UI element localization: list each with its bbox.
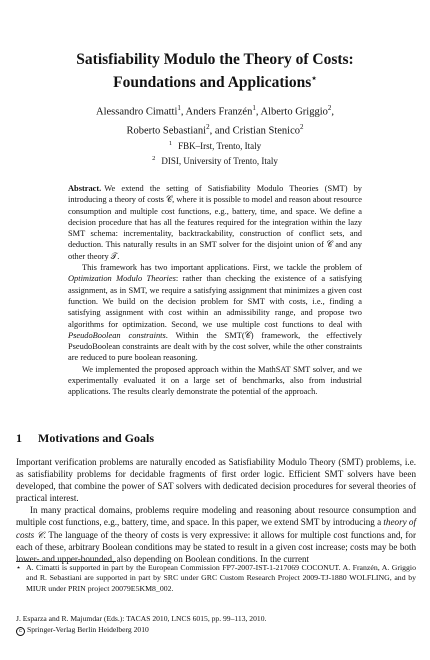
author-name: Cristian Stenico [232,125,301,136]
author-affil-num: 1 [177,104,181,112]
title-line-1: Satisfiability Modulo the Theory of Costs: [76,51,354,68]
footnote [16,563,416,594]
body-paragraph-1: Important verification problems are naturally encoded as Satisfiability Modulo Theory (SMT) problems, i.e. as satisfiability problems for decidable fragments of first order logic. Efficient SMT solvers have been developed, that combine the power of SAT solvers with dedicated decision procedures for several theories of practical interest. [16,457,416,504]
author-name: Roberto Sebastiani [126,125,207,136]
author-line-2 [12,120,418,139]
author-line-1 [12,101,418,120]
author-affil-num: 2 [327,104,332,112]
footnote-divider [16,561,116,562]
author-sep: , and [209,125,233,136]
affiliation-1 [12,138,418,153]
body-emphasis: theory of costs 𝒞 [16,517,416,540]
abstract-emphasis: PseudoBoolean constraints [68,330,166,340]
author-sep: , [180,106,186,118]
abstract-emphasis: Optimization Modulo Theories [68,274,176,284]
title-line-2 [12,69,418,92]
abstract-paragraph-3: We implemented the proposed approach within the MathSAT SMT solver, and we experimentally evaluated it on a large set of benchmarks, also from industrial applications. The results clearly demonstrate the potential of the approach. [68,364,362,397]
affiliation-text: DISI, University of Trento, Italy [161,155,278,166]
affiliation-num: 1 [168,140,173,147]
abstract-text: We extend the setting of Satisfiability Modulo Theories (SMT) by introducing a theory of costs 𝒞, where it is possible to model and reason about resource consumption and multiple cost functions, e.g., battery, time, and space. We define a decision procedure that has all the features required for the integration within the lazy SMT schema: incrementality, backtrackability, construction of conflict sets, and deduction. This naturally results in an SMT solver for the disjoint union of 𝒞 and any other theory 𝒯. [68,184,362,261]
author-list [12,101,418,138]
section-number: 1 [16,431,22,445]
body-text-run: . The language of the theory of costs is very expressive: it allows for multiple cost functions and, for each of these, arbitrary Boolean conditions may be stated to result in a given cost increase; costs may be both lower- and upper-bounded, also depending on Boolean conditions. In the current [16,529,417,564]
copyright-icon: c [16,627,25,636]
author-sep: , [331,106,334,118]
section-heading [16,431,154,446]
author-name: Alessandro Cimatti [96,106,178,118]
publication-info [16,614,416,636]
author-name: Alberto Griggio [260,106,328,118]
section-title-text: Motivations and Goals [38,431,155,445]
publisher-text: Springer-Verlag Berlin Heidelberg 2010 [27,624,149,634]
body-paragraph-2 [16,504,416,564]
body-text [16,456,416,565]
affiliation-num: 2 [152,154,156,162]
abstract-label: Abstract. [68,184,102,193]
publication-line-1: J. Esparza and R. Majumdar (Eds.): TACAS 2010, LNCS 6015, pp. 99–113, 2010. [16,614,267,623]
abstract-text: : rather than checking the existence of a satisfying assignment, as in SMT, we require a satisfying assignment that minimizes a given cost function. We build on the decision problem for SMT with costs, i.e., finding a satisfying assignment with cost within an admissibility range, and propose two algorithms for optimization. Second, we use multiple cost functions to deal with [68,274,362,329]
abstract-text: This framework has two important applications. First, we tackle the problem of [82,263,362,273]
body-text-run: In many practical domains, problems require modeling and reasoning about resource consumption and multiple cost functions, e.g., battery, time, and space. In this paper, we extend SMT by introducing a [16,505,416,528]
title-footnote-mark: ⋆ [311,73,317,83]
abstract-text: . Within the SMT(𝒞) framework, the effectively PseudoBoolean constraints are dealt with by the cost solver, while the other constraints are reduced to pure boolean reasoning. [68,330,362,363]
author-affil-num: 2 [300,122,304,131]
affiliation-text: FBK–Irst, Trento, Italy [178,141,262,151]
abstract [68,183,362,398]
author-name: Anders Franzén [185,106,253,118]
paper-title [12,50,418,92]
affiliations [12,138,418,167]
author-affil-num: 1 [252,104,256,112]
abstract-paragraph-1 [68,183,362,262]
author-sep: , [255,106,261,118]
abstract-paragraph-2 [68,262,362,364]
footnote-mark: ⋆ [16,563,21,572]
footnote-text: A. Cimatti is supported in part by the European Commission FP7-2007-IST-1-217069 COCONUT. A. Franzén, A. Griggio and R. Sebastiani are supported in part by SRC under GRC Custom Research Project 2009-TJ-1880 WOLFLING, and by MIUR under PRIN project 20079E5KM8_002. [26,563,416,593]
author-affil-num: 2 [206,122,210,131]
publication-line-2 [16,625,416,636]
affiliation-2 [12,153,418,168]
title-line-2-text: Foundations and Applications [113,74,312,92]
